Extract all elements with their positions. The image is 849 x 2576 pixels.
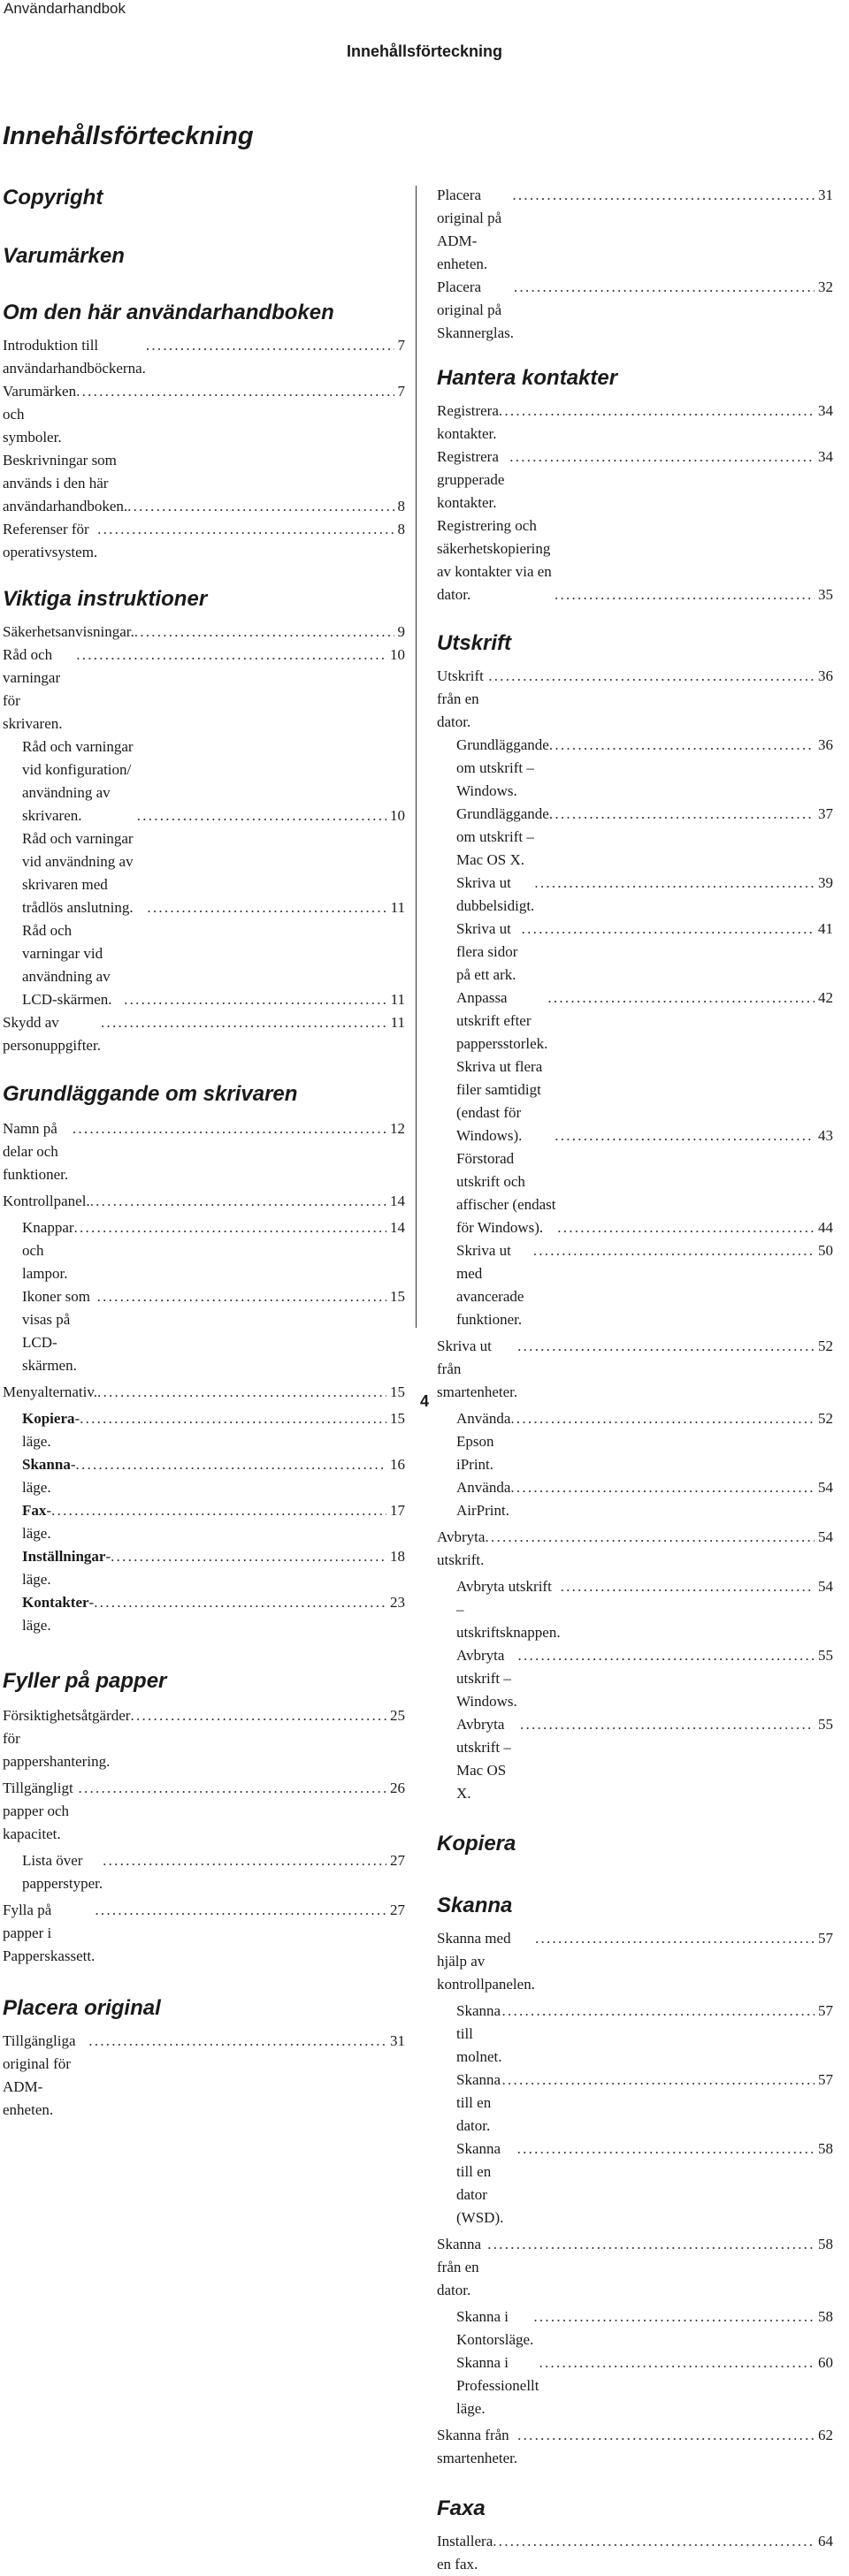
- toc-entry[interactable]: [437, 1147, 833, 1239]
- toc-page-number: 42: [818, 989, 833, 1006]
- leader-dots: [124, 988, 386, 1011]
- page-number: 4: [419, 1392, 429, 1410]
- toc-page-number: 31: [390, 2032, 405, 2049]
- mode-suffix: -läge.: [22, 1456, 76, 1496]
- toc-entry-text: Placera original på ADM-enheten.: [437, 187, 502, 272]
- toc-page-number: 32: [818, 278, 833, 295]
- toc-entry-text: [22, 1499, 51, 1545]
- leader-dots: [539, 2351, 815, 2374]
- leader-dots: [134, 621, 394, 644]
- toc-entry-text: Registrera kontakter.: [437, 402, 499, 442]
- leader-dots: [51, 1499, 386, 1522]
- toc-entry-text: Råd och varningar vid konfiguration/ användning av skrivaren.: [22, 738, 134, 824]
- leader-dots: [74, 1216, 386, 1239]
- toc-page-number: 60: [818, 2354, 833, 2371]
- toc-entry-text: Placera original på Skannerglas.: [437, 278, 515, 341]
- toc-entry[interactable]: [3, 644, 405, 735]
- toc-right-column: [437, 184, 833, 2576]
- toc-entry-text: Referenser för operativsystem.: [3, 521, 98, 560]
- toc-entry[interactable]: [3, 1216, 405, 1285]
- toc-page-number: 58: [818, 2140, 833, 2157]
- toc-entry-text: Installera en fax.: [437, 2533, 493, 2572]
- leader-dots: [533, 1239, 815, 1262]
- toc-entry-text: Registrera grupperade kontakter.: [437, 448, 505, 511]
- toc-entry-text: Skriva ut flera filer samtidigt (endast för Windows).: [456, 1058, 543, 1144]
- toc-entry-text: Skriva ut med avancerade funktioner.: [456, 1242, 524, 1328]
- leader-dots: [76, 644, 386, 667]
- toc-page-number: 31: [818, 187, 833, 203]
- toc-page-number: 52: [818, 1410, 833, 1427]
- leader-dots: [130, 1704, 386, 1727]
- section-heading-placera[interactable]: Placera original: [3, 1996, 161, 2020]
- toc-page-number: 39: [818, 874, 833, 891]
- toc-entry-text: Skriva ut flera sidor på ett ark.: [456, 920, 518, 983]
- toc-page-number: 14: [390, 1193, 405, 1209]
- toc-entry[interactable]: [3, 2030, 405, 2122]
- toc-page-number: 37: [818, 805, 833, 822]
- toc-page-number: 27: [390, 1852, 405, 1869]
- mode-name: Skanna: [22, 1456, 71, 1473]
- toc-entry-text: Avbryta utskrift – Mac OS X.: [456, 1716, 511, 1802]
- toc-page-number: 54: [818, 1528, 833, 1545]
- section-heading-varumarken[interactable]: Varumärken: [3, 244, 125, 268]
- toc-entry-text: Använda AirPrint.: [456, 1479, 511, 1519]
- toc-page-number: 17: [390, 1502, 405, 1519]
- mode-name: Kopiera: [22, 1410, 75, 1427]
- leader-dots: [535, 1927, 815, 1950]
- section-heading-copyright[interactable]: Copyright: [3, 186, 103, 210]
- toc-entry-text: Menyalternativ.: [3, 1383, 97, 1400]
- toc-entry[interactable]: [3, 1777, 405, 1846]
- toc-entry-text: [22, 1453, 76, 1499]
- toc-entry[interactable]: [3, 735, 405, 827]
- toc-page-number: 12: [390, 1120, 405, 1137]
- mode-suffix: -läge.: [22, 1502, 52, 1542]
- toc-entry[interactable]: [3, 621, 405, 644]
- leader-dots: [146, 334, 394, 357]
- leader-dots: [517, 1335, 815, 1358]
- toc-page-number: 10: [390, 646, 405, 663]
- leader-dots: [97, 1285, 386, 1308]
- toc-entry[interactable]: [437, 2138, 833, 2229]
- toc-entry-text: Beskrivningar som används i den här användarhandboken.: [3, 452, 128, 514]
- toc-entry-text: Avbryta utskrift – Windows.: [456, 1647, 517, 1710]
- toc-page-number: 35: [818, 586, 833, 603]
- toc-entry[interactable]: [3, 1499, 405, 1545]
- toc-entry-text: Råd och varningar vid användning av LCD-skärmen.: [22, 922, 112, 1008]
- leader-dots: [509, 446, 815, 469]
- running-header: Innehållsförteckning: [346, 42, 503, 60]
- toc-entry[interactable]: [437, 1927, 833, 1996]
- toc-page-number: 41: [818, 920, 833, 937]
- toc-page-number: 26: [390, 1780, 405, 1796]
- toc-entry[interactable]: [437, 987, 833, 1056]
- toc-entry-text: Lista över papperstyper.: [22, 1852, 103, 1892]
- toc-entry-text: Registrering och säkerhetskopiering av kontakter via en dator.: [437, 517, 552, 603]
- toc-page-number: 57: [818, 2002, 833, 2019]
- section-heading-utskrift[interactable]: Utskrift: [437, 631, 512, 655]
- leader-dots: [512, 184, 815, 207]
- toc-entry-text: [22, 1545, 111, 1591]
- section-heading-om[interactable]: Om den här användarhandboken: [3, 301, 334, 324]
- toc-entry[interactable]: [3, 1704, 405, 1773]
- leader-dots: [97, 518, 394, 541]
- toc-page-number: 54: [818, 1578, 833, 1595]
- toc-entry[interactable]: [437, 1476, 833, 1522]
- toc-entry-text: Fylla på papper i Papperskassett.: [3, 1902, 96, 1964]
- toc-entry[interactable]: [437, 2233, 833, 2302]
- toc-page-number: 64: [818, 2533, 833, 2549]
- toc-entry-text: Förstorad utskrift och affischer (endast för Windows).: [456, 1150, 556, 1236]
- toc-page-number: 52: [818, 1338, 833, 1354]
- toc-page-number: 55: [818, 1716, 833, 1733]
- leader-dots: [103, 1849, 386, 1872]
- toc-entry[interactable]: [437, 872, 833, 918]
- section-heading-kopiera[interactable]: Kopiera: [437, 1832, 516, 1856]
- toc-page-number: 36: [818, 667, 833, 684]
- toc-entry[interactable]: [437, 2530, 833, 2576]
- leader-dots: [147, 896, 386, 919]
- toc-entry-text: Skanna från en dator.: [437, 2236, 482, 2298]
- toc-entry-text: Försiktighetsåtgärder för pappershantering.: [3, 1707, 131, 1770]
- toc-entry-text: Skanna till en dator.: [456, 2071, 501, 2134]
- leader-dots: [555, 1124, 815, 1147]
- toc-page-number: 18: [390, 1548, 405, 1565]
- toc-page-number: 23: [390, 1594, 405, 1611]
- leader-dots: [534, 872, 815, 895]
- leader-dots: [549, 734, 815, 757]
- toc-entry[interactable]: [3, 1117, 405, 1186]
- leader-dots: [487, 2233, 815, 2256]
- toc-entry-text: Avbryta utskrift – utskriftsknappen.: [456, 1578, 561, 1641]
- leader-dots: [94, 1591, 386, 1614]
- toc-entry[interactable]: [3, 1899, 405, 1968]
- toc-entry-text: Avbryta utskrift.: [437, 1528, 486, 1568]
- leader-dots: [502, 2069, 815, 2092]
- toc-entry-text: Skydd av personuppgifter.: [3, 1014, 101, 1054]
- leader-dots: [522, 918, 815, 941]
- toc-page-number: 57: [818, 2071, 833, 2088]
- toc-page-number: 25: [390, 1707, 405, 1724]
- leader-dots: [510, 1476, 815, 1499]
- leader-dots: [493, 2530, 815, 2553]
- toc-left-column: [3, 186, 405, 2122]
- toc-entry-text: Skanna i Professionellt läge.: [456, 2354, 539, 2417]
- toc-page-number: 10: [390, 807, 405, 824]
- toc-page-number: 9: [397, 623, 405, 640]
- toc-entry-text: Råd och varningar vid användning av skrivaren med trådlös anslutning.: [22, 830, 134, 916]
- toc-entry[interactable]: [437, 1644, 833, 1713]
- section-heading-grundlaggande[interactable]: Grundläggande om skrivaren: [3, 1082, 298, 1106]
- toc-entry[interactable]: [437, 2000, 833, 2069]
- toc-page-number: 15: [390, 1383, 405, 1400]
- mode-name: Fax: [22, 1502, 47, 1519]
- toc-page-number: 7: [397, 383, 405, 400]
- toc-page-number: 36: [818, 736, 833, 753]
- toc-entry-text: Råd och varningar för skrivaren.: [3, 646, 63, 732]
- toc-entry[interactable]: [3, 518, 405, 564]
- toc-entry-text: Knappar och lampor.: [22, 1219, 74, 1282]
- toc-page-number: 7: [397, 337, 405, 354]
- toc-entry[interactable]: [3, 334, 405, 380]
- toc-entry[interactable]: [437, 184, 833, 276]
- leader-dots: [501, 2000, 815, 2023]
- toc-page-number: 58: [818, 2308, 833, 2325]
- toc-entry[interactable]: [437, 1526, 833, 1572]
- toc-entry[interactable]: [437, 665, 833, 734]
- toc-page-number: 34: [818, 448, 833, 465]
- toc-page-number: 44: [818, 1219, 833, 1236]
- document-title: Användarhandbok: [4, 0, 126, 17]
- toc-entry-text: Skanna till en dator (WSD).: [456, 2140, 504, 2226]
- toc-page-number: 54: [818, 1479, 833, 1496]
- leader-dots: [111, 1545, 386, 1568]
- section-heading-viktiga[interactable]: Viktiga instruktioner: [3, 587, 208, 611]
- toc-page-number: 14: [390, 1219, 405, 1236]
- leader-dots: [520, 1713, 815, 1736]
- toc-entry[interactable]: [437, 2305, 833, 2351]
- column-divider: [416, 186, 417, 1328]
- toc-entry-text: Skanna med hjälp av kontrollpanelen.: [437, 1930, 535, 1993]
- toc-page-number: 8: [397, 521, 405, 537]
- leader-dots: [517, 2424, 815, 2447]
- toc-page-number: 27: [390, 1902, 405, 1918]
- toc-page-number: 11: [390, 991, 405, 1008]
- mode-suffix: -läge.: [22, 1410, 80, 1450]
- mode-name: Kontakter: [22, 1594, 89, 1611]
- toc-entry[interactable]: [437, 2424, 833, 2470]
- toc-page-number: 8: [397, 498, 405, 514]
- toc-page-number: 58: [818, 2236, 833, 2252]
- toc-page-number: 11: [390, 899, 405, 916]
- toc-entry[interactable]: [3, 1545, 405, 1591]
- section-heading-fyller[interactable]: Fyller på papper: [3, 1669, 167, 1693]
- leader-dots: [555, 583, 815, 606]
- toc-entry[interactable]: [3, 449, 405, 518]
- toc-entry[interactable]: [3, 1285, 405, 1377]
- leader-dots: [137, 804, 386, 827]
- toc-entry[interactable]: [3, 919, 405, 1011]
- leader-dots: [533, 2305, 815, 2328]
- toc-page-number: 34: [818, 402, 833, 419]
- toc-entry-text: Skanna i Kontorsläge.: [456, 2308, 534, 2348]
- toc-entry[interactable]: [437, 446, 833, 514]
- toc-entry-text: Skriva ut dubbelsidigt.: [456, 874, 535, 914]
- toc-entry[interactable]: [437, 803, 833, 872]
- toc-page-number: 62: [818, 2427, 833, 2443]
- toc-entry[interactable]: [437, 1056, 833, 1147]
- leader-dots: [90, 1190, 386, 1213]
- toc-entry[interactable]: [437, 276, 833, 345]
- toc-entry[interactable]: [3, 1453, 405, 1499]
- section-heading-skanna[interactable]: Skanna: [437, 1894, 513, 1917]
- leader-dots: [499, 400, 815, 423]
- leader-dots: [488, 665, 815, 688]
- leader-dots: [95, 1899, 386, 1922]
- toc-entry-text: Skanna till molnet.: [456, 2002, 502, 2065]
- leader-dots: [101, 1011, 387, 1034]
- leader-dots: [549, 803, 815, 826]
- toc-page-number: 43: [818, 1127, 833, 1144]
- leader-dots: [518, 1644, 815, 1667]
- toc-entry[interactable]: [3, 1591, 405, 1637]
- leader-dots: [561, 1575, 815, 1598]
- toc-entry[interactable]: [437, 1575, 833, 1644]
- toc-entry[interactable]: [437, 1713, 833, 1805]
- leader-dots: [127, 495, 394, 518]
- toc-entry[interactable]: [3, 1190, 405, 1213]
- toc-entry-text: Säkerhetsanvisningar.: [3, 623, 134, 640]
- leader-dots: [79, 1777, 387, 1800]
- toc-entry[interactable]: [437, 2069, 833, 2138]
- toc-entry-text: Grundläggande om utskrift – Windows.: [456, 736, 549, 799]
- mode-name: Inställningar: [22, 1548, 106, 1565]
- toc-entry[interactable]: [3, 1011, 405, 1057]
- leader-dots: [88, 2030, 386, 2053]
- toc-entry-text: Anpassa utskrift efter pappersstorlek.: [456, 989, 548, 1052]
- leader-dots: [557, 1216, 815, 1239]
- toc-entry-text: Skanna från smartenheter.: [437, 2427, 518, 2466]
- mode-suffix: -läge.: [22, 1594, 95, 1634]
- toc-entry-text: Varumärken och symboler.: [3, 383, 77, 446]
- leader-dots: [76, 380, 394, 403]
- section-heading-faxa[interactable]: Faxa: [437, 2496, 486, 2520]
- toc-entry-text: Ikoner som visas på LCD-skärmen.: [22, 1288, 90, 1374]
- mode-suffix: -läge.: [22, 1548, 111, 1588]
- toc-entry[interactable]: [3, 827, 405, 919]
- toc-entry[interactable]: [437, 514, 833, 606]
- toc-page-number: 55: [818, 1647, 833, 1664]
- toc-entry-text: [22, 1591, 94, 1637]
- section-heading-hantera[interactable]: Hantera kontakter: [437, 366, 618, 390]
- toc-entry[interactable]: [437, 1239, 833, 1331]
- toc-page-number: 11: [390, 1014, 405, 1031]
- toc-entry-text: Tillgängliga original för ADM-enheten.: [3, 2032, 76, 2118]
- toc-page-number: 16: [390, 1456, 405, 1473]
- toc-entry[interactable]: [437, 2351, 833, 2420]
- toc-entry-text: Tillgängligt papper och kapacitet.: [3, 1780, 73, 1842]
- toc-entry[interactable]: [437, 918, 833, 987]
- leader-dots: [485, 1526, 815, 1549]
- toc-entry-text: Utskrift från en dator.: [437, 667, 484, 730]
- toc-entry[interactable]: [437, 1407, 833, 1476]
- toc-entry-text: Grundläggande om utskrift – Mac OS X.: [456, 805, 549, 868]
- leader-dots: [76, 1453, 387, 1476]
- toc-entry-text: Skriva ut från smartenheter.: [437, 1338, 518, 1400]
- toc-page-number: 15: [390, 1410, 405, 1427]
- toc-entry[interactable]: [3, 1849, 405, 1895]
- toc-entry-text: Använda Epson iPrint.: [456, 1410, 511, 1473]
- leader-dots: [514, 276, 815, 299]
- leader-dots: [547, 987, 815, 1010]
- toc-page-number: 50: [818, 1242, 833, 1259]
- toc-entry[interactable]: [3, 380, 405, 449]
- leader-dots: [73, 1117, 386, 1140]
- page-title: Innehållsförteckning: [3, 122, 254, 150]
- toc-entry[interactable]: [437, 734, 833, 803]
- toc-entry-text: Namn på delar och funktioner.: [3, 1120, 69, 1183]
- toc-entry[interactable]: [437, 400, 833, 446]
- toc-entry-text: Kontrollpanel.: [3, 1193, 90, 1209]
- toc-entry-text: Introduktion till användarhandböckerna.: [3, 337, 146, 377]
- toc-page-number: 15: [390, 1288, 405, 1305]
- leader-dots: [517, 2138, 815, 2161]
- toc-page-number: 57: [818, 1930, 833, 1947]
